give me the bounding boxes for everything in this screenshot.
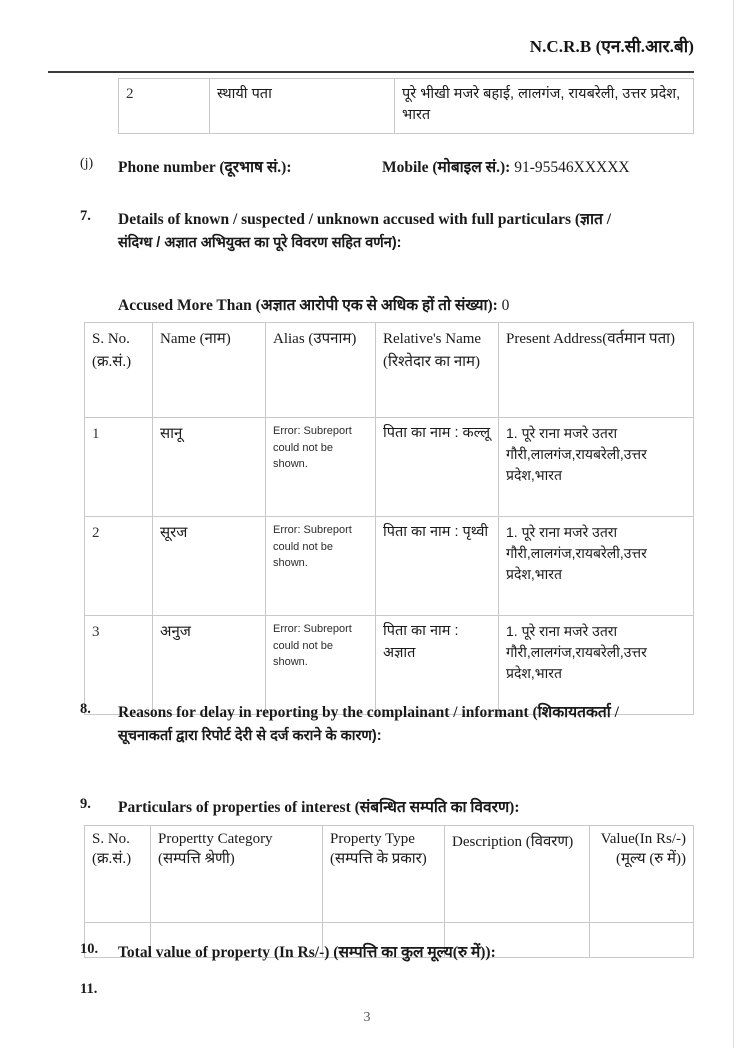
- accused-col-sno: S. No. (क्र.सं.): [85, 323, 153, 418]
- accused-col-relative-name: Relative's Name (रिश्तेदार का नाम): [376, 323, 499, 418]
- accused-name: अनुज: [153, 616, 266, 715]
- accused-sno: 1: [85, 418, 153, 517]
- accused-more-than-label: Accused More Than (अज्ञात आरोपी एक से अधिक हों तो संख्या):: [118, 297, 498, 314]
- accused-col-alias: Alias (उपनाम): [266, 323, 376, 418]
- accused-alias-error: Error: Subreport could not be shown.: [266, 616, 376, 715]
- accused-relative-name: पिता का नाम : अज्ञात: [376, 616, 499, 715]
- accused-present-address: 1. पूरे राना मजरे उतरा गौरी,लालगंज,रायबरेली,उत्तर प्रदेश,भारत: [499, 418, 694, 517]
- page-number: 3: [363, 1010, 371, 1025]
- clause-8-text-hi: सूचनाकर्ता द्वारा रिपोर्ट देरी से दर्ज कराने के कारण):: [118, 728, 382, 745]
- accused-details-table: [84, 322, 694, 715]
- accused-name: सानू: [153, 418, 266, 517]
- page-right-edge: [733, 0, 750, 1048]
- mobile-number-label: Mobile (मोबाइल सं.):: [382, 159, 511, 176]
- clause-7-text-en: Details of known / suspected / unknown accused with full particulars (ज्ञात /: [118, 211, 612, 228]
- accused-more-than-line: [118, 293, 509, 315]
- accused-relative-name: पिता का नाम : कल्लू: [376, 418, 499, 517]
- clause-9-number: 9.: [80, 796, 91, 812]
- clause-j-phone: [80, 155, 718, 180]
- accused-alias-error: Error: Subreport could not be shown.: [266, 517, 376, 616]
- clause-7-accused-details: [80, 207, 704, 256]
- clause-8-number: 8.: [80, 701, 91, 717]
- clause-8-text-en: Reasons for delay in reporting by the complainant / informant (शिकायतकर्ता /: [118, 704, 619, 721]
- table-row: [119, 79, 694, 134]
- table-header-row: [85, 826, 694, 923]
- page-title: N.C.R.B (एन.सी.आर.बी): [529, 37, 694, 56]
- table-row: [85, 517, 694, 616]
- clause-8-delay-reasons: [80, 700, 704, 749]
- accused-col-name: Name (नाम): [153, 323, 266, 418]
- address-row-label: स्थायी पता: [210, 79, 395, 134]
- clause-10-total-value: [80, 940, 704, 965]
- clause-10-number: 10.: [80, 941, 99, 957]
- table-row: [85, 418, 694, 517]
- phone-number-label: Phone number (दूरभाष सं.):: [118, 159, 292, 176]
- property-particulars-table: [84, 825, 694, 958]
- address-row-value: पूरे भीखी मजरे बहाई, लालगंज, रायबरेली, उत्तर प्रदेश, भारत: [395, 79, 694, 134]
- clause-9-properties: [80, 795, 704, 820]
- property-col-value: Value(In Rs/-) (मूल्य (रु में)): [590, 826, 694, 923]
- accused-sno: 2: [85, 517, 153, 616]
- accused-col-present-address: Present Address(वर्तमान पता): [499, 323, 694, 418]
- clause-7-text-hi: संदिग्ध / अज्ञात अभियुक्त का पूरे विवरण सहित वर्णन):: [118, 235, 402, 252]
- accused-present-address: 1. पूरे राना मजरे उतरा गौरी,लालगंज,रायबरेली,उत्तर प्रदेश,भारत: [499, 616, 694, 715]
- accused-sno: 3: [85, 616, 153, 715]
- table-header-row: [85, 323, 694, 418]
- clause-10-text: Total value of property (In Rs/-) (सम्पत्ति का कुल मूल्य(रु में)):: [118, 944, 496, 961]
- clause-7-number: 7.: [80, 208, 91, 224]
- address-row-sno: 2: [119, 79, 210, 134]
- clause-j-number: (j): [80, 156, 94, 171]
- accused-name: सूरज: [153, 517, 266, 616]
- property-col-sno: S. No. (क्र.सं.): [85, 826, 151, 923]
- property-col-description: Description (विवरण): [445, 826, 590, 923]
- property-col-type: Property Type (सम्पत्ति के प्रकार): [323, 826, 445, 923]
- permanent-address-table: [118, 78, 694, 134]
- accused-more-than-value: 0: [501, 297, 510, 314]
- clause-9-text: Particulars of properties of interest (संबन्धित सम्पति का विवरण):: [118, 799, 520, 816]
- header-divider: [48, 71, 694, 73]
- clause-11-number: 11.: [80, 981, 98, 997]
- property-col-category: Propertty Category (सम्पत्ति श्रेणी): [151, 826, 323, 923]
- accused-relative-name: पिता का नाम : पृथ्वी: [376, 517, 499, 616]
- mobile-number-value: 91-95546XXXXX: [514, 159, 630, 176]
- accused-alias-error: Error: Subreport could not be shown.: [266, 418, 376, 517]
- accused-present-address: 1. पूरे राना मजरे उतरा गौरी,लालगंज,रायबरेली,उत्तर प्रदेश,भारत: [499, 517, 694, 616]
